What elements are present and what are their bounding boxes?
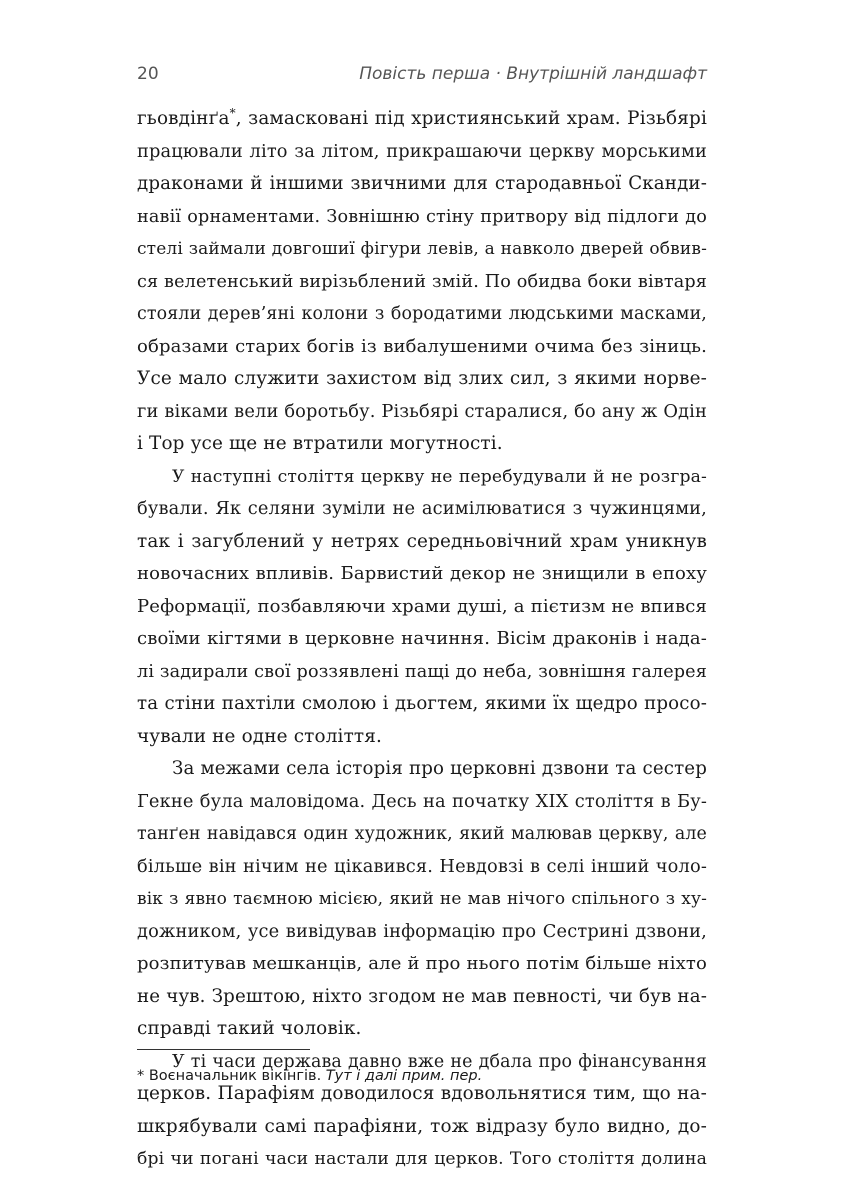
text-segment: чували не одне століття. (137, 725, 382, 747)
page-number: 20 (137, 64, 159, 84)
text-line (137, 363, 707, 396)
text-line (137, 428, 707, 461)
text-segment: і Тор усе ще не втратили могутності. (137, 433, 503, 454)
text-segment: гьовдінґа (137, 108, 230, 129)
text-line (137, 786, 707, 819)
text-segment: ги віками вели боротьбу. Різьбярі старалися, бо ану ж Одін (137, 400, 707, 422)
text-line (137, 233, 707, 266)
text-segment: не чув. Зрештою, ніхто згодом не мав певності, чи був на- (137, 985, 707, 1007)
text-segment: стелі займали довгошиї фігури левів, а навколо дверей обвив- (137, 239, 707, 259)
text-line (137, 396, 707, 429)
text-line (137, 1143, 707, 1176)
text-segment: Гекне була маловідома. Десь на початку XIX століття в Бу- (137, 790, 707, 812)
text-segment: бували. Як селяни зуміли не асимілюватися з чужинцями, (137, 498, 707, 519)
text-segment: лі задирали свої роззявлені пащі до неба, зовнішня галерея (137, 661, 707, 682)
text-segment: стояли дерев’яні колони з бородатими людськими масками, (137, 304, 707, 324)
text-segment: У наступні століття церкву не перебудували й не розгра- (172, 466, 707, 487)
text-segment: більше він нічим не цікавився. Невдовзі в селі інший чоло- (137, 855, 707, 877)
text-line (137, 688, 707, 721)
text-segment: брі чи погані часи настали для церков. Того століття долина (137, 1149, 707, 1169)
text-line (137, 266, 707, 299)
text-line (137, 883, 707, 916)
footnote-translator-note: Тут і далі прим. пер. (325, 1068, 483, 1084)
text-segment: шкрябували самі парафіяни, тож відразу було видно, до- (137, 1115, 707, 1137)
text-segment: ся велетенський вирізьблений змій. По обидва боки вівтаря (137, 271, 707, 292)
text-line (137, 526, 707, 559)
text-line (137, 623, 707, 656)
footnote-divider (137, 1049, 310, 1050)
text-segment: За межами села історія про церковні дзвони та сестер (172, 758, 707, 779)
text-segment: У ті часи держава давно вже не дбала про фінансування (172, 1051, 707, 1072)
text-segment: танґен навідався один художник, який малював церкву, але (137, 824, 707, 844)
text-line (137, 656, 707, 689)
text-segment: та стіни пахтіли смолою і дьогтем, якими їх щедро просо- (137, 693, 707, 714)
paragraph (137, 753, 707, 1046)
running-head: Повість перша · Внутрішній ландшафт (359, 64, 707, 84)
text-segment: працювали літо за літом, прикрашаючи церкву морськими (137, 140, 707, 162)
text-line (137, 851, 707, 884)
text-segment: драконами й іншими звичними для стародавньої Сканди- (137, 173, 707, 194)
paragraph (137, 103, 707, 461)
text-segment: справді такий чоловік. (137, 1018, 362, 1039)
text-line (137, 168, 707, 201)
footnote (137, 1068, 707, 1084)
text-segment: навії орнаментами. Зовнішню стіну притвору від підлоги до (137, 206, 707, 227)
text-segment: Реформації, позбавляючи храми душі, а пієтизм не впився (137, 595, 707, 617)
text-line (137, 103, 707, 136)
text-line (137, 1013, 707, 1046)
page-header (137, 60, 707, 90)
text-line (137, 558, 707, 591)
text-segment: своїми кігтями в церковне начиння. Вісім драконів і нада- (137, 628, 707, 649)
text-segment: так і загублений у нетрях середньовічний храм уникнув (137, 530, 707, 552)
text-line (137, 201, 707, 234)
text-line (137, 331, 707, 364)
text-line (137, 981, 707, 1014)
text-line (137, 753, 707, 786)
body-text (137, 103, 707, 1176)
text-segment: церков. Парафіям доводилося вдовольнятися тим, що на- (137, 1083, 707, 1104)
text-line (137, 591, 707, 624)
text-segment: новочасних впливів. Барвистий декор не знищили в епоху (137, 563, 707, 584)
paragraph (137, 461, 707, 754)
footnote-text: Воєначальник вікінгів. (144, 1068, 326, 1084)
footnote-marker: * (137, 1068, 145, 1084)
text-line (137, 1111, 707, 1144)
text-line (137, 948, 707, 981)
paragraph (137, 1046, 707, 1176)
text-segment: розпитував мешканців, але й про нього потім більше ніхто (137, 953, 707, 974)
text-segment: Усе мало служити захистом від злих сил, з якими норве- (137, 368, 707, 389)
text-line (137, 298, 707, 331)
text-line (137, 136, 707, 169)
text-line (137, 818, 707, 851)
text-line (137, 916, 707, 949)
text-line (137, 461, 707, 494)
text-segment: образами старих богів із вибалушеними очима без зіниць. (137, 335, 707, 357)
text-segment: вік з явно таємною місією, який не мав нічого спільного з ху- (137, 889, 707, 909)
text-line (137, 721, 707, 754)
text-segment: дожником, усе вивідував інформацію про Сестрині дзвони, (137, 920, 707, 942)
text-line (137, 493, 707, 526)
text-segment: , замасковані під християнський храм. Різьбярі (235, 108, 707, 129)
footnote-reference: * (229, 105, 236, 120)
